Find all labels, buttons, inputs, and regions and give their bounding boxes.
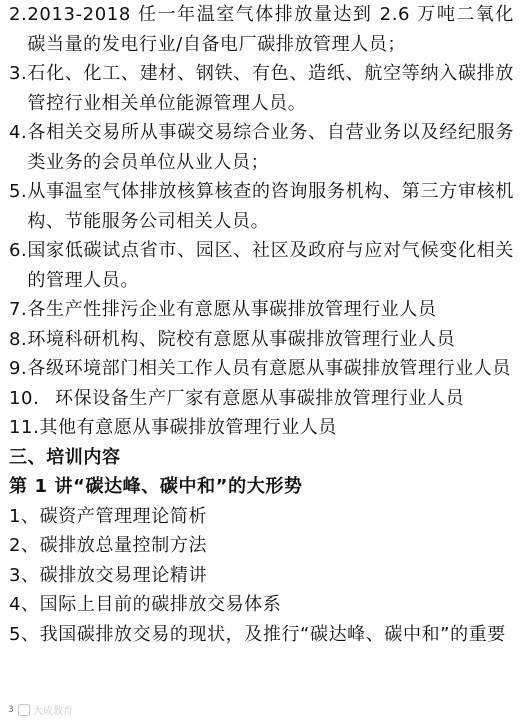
list-item-number: 3.: [9, 63, 28, 84]
content-item-text: 我国碳排放交易的现状，及推行“碳达峰、碳中和”的重要: [39, 623, 506, 645]
list-item-text: 其他有意愿从事碳排放管理行业人员: [39, 417, 338, 438]
page-footer: [0, 700, 523, 720]
list-item: [9, 354, 514, 384]
list-item: [9, 413, 514, 443]
list-item-text: 各相关交易所从事碳交易综合业务、自营业务以及经纪服务类业务的会员单位从业人员；: [27, 122, 514, 173]
list-item-text: 各级环境部门相关工作人员有意愿从事碳排放管理行业人员: [27, 358, 511, 379]
list-item: [9, 177, 514, 236]
list-item-text: 国家低碳试点省市、园区、社区及政府与应对气候变化相关的管理人员。: [27, 240, 514, 291]
content-item-number: 3、: [9, 564, 40, 586]
list-item-text: 2013-2018 任一年温室气体排放量达到 2.6 万吨二氧化碳当量的发电行业/自备电厂碳排放管理人员；: [27, 4, 514, 55]
list-item-text: 环境科研机构、院校有意愿从事碳排放管理行业人员: [27, 328, 456, 350]
list-item-number: 2.: [9, 4, 28, 25]
list-item: [9, 325, 514, 355]
list-item-text: 各生产性排污企业有意愿从事碳排放管理行业人员: [27, 299, 437, 320]
content-item: [9, 531, 514, 561]
content-item-number: 5、: [9, 623, 40, 645]
list-item-number: 6.: [9, 240, 28, 261]
content-item: [9, 561, 514, 591]
list-item-number: 10.: [9, 387, 40, 409]
list-item: [9, 0, 514, 59]
list-item-number: 7.: [9, 299, 28, 320]
content-item-text: 国际上目前的碳排放交易体系: [39, 594, 282, 615]
list-item: [9, 295, 514, 325]
content-item: [9, 502, 514, 532]
list-item-number: 11.: [9, 417, 40, 438]
list-item: [9, 59, 514, 118]
list-item-text: 从事温室气体排放核算核查的咨询服务机构、第三方审核机构、节能服务公司相关人员。: [27, 181, 514, 232]
content-item-text: 碳资产管理理论简析: [39, 505, 208, 527]
content-item-number: 1、: [9, 505, 40, 527]
content-item-number: 2、: [9, 535, 40, 556]
content-item-number: 4、: [9, 594, 40, 615]
list-item-number: 8.: [9, 328, 28, 350]
list-item-text: 环保设备生产厂家有意愿从事碳排放管理行业人员: [55, 387, 465, 409]
content-item-text: 碳排放总量控制方法: [39, 535, 208, 556]
content-item: [9, 590, 514, 620]
page-number: 3: [8, 705, 14, 715]
eligibility-list: [9, 0, 514, 649]
list-item: [9, 118, 514, 177]
watermark-text: 大成教育: [33, 706, 73, 717]
list-item-number: 4.: [9, 122, 28, 143]
content-item-text: 碳排放交易理论精讲: [39, 564, 208, 586]
list-item: [9, 236, 514, 295]
watermark-logo-icon: [18, 704, 30, 716]
list-item-text: 石化、化工、建材、钢铁、有色、造纸、航空等纳入碳排放管控行业相关单位能源管理人员。: [27, 63, 514, 114]
list-item-number: 5.: [9, 181, 28, 202]
section-heading: 三、培训内容: [9, 446, 121, 468]
watermark: [18, 702, 73, 717]
content-item: [9, 620, 514, 650]
list-item-number: 9.: [9, 358, 28, 379]
lecture-heading: 第 1 讲“碳达峰、碳中和”的大形势: [9, 476, 303, 497]
list-item: [9, 384, 514, 414]
